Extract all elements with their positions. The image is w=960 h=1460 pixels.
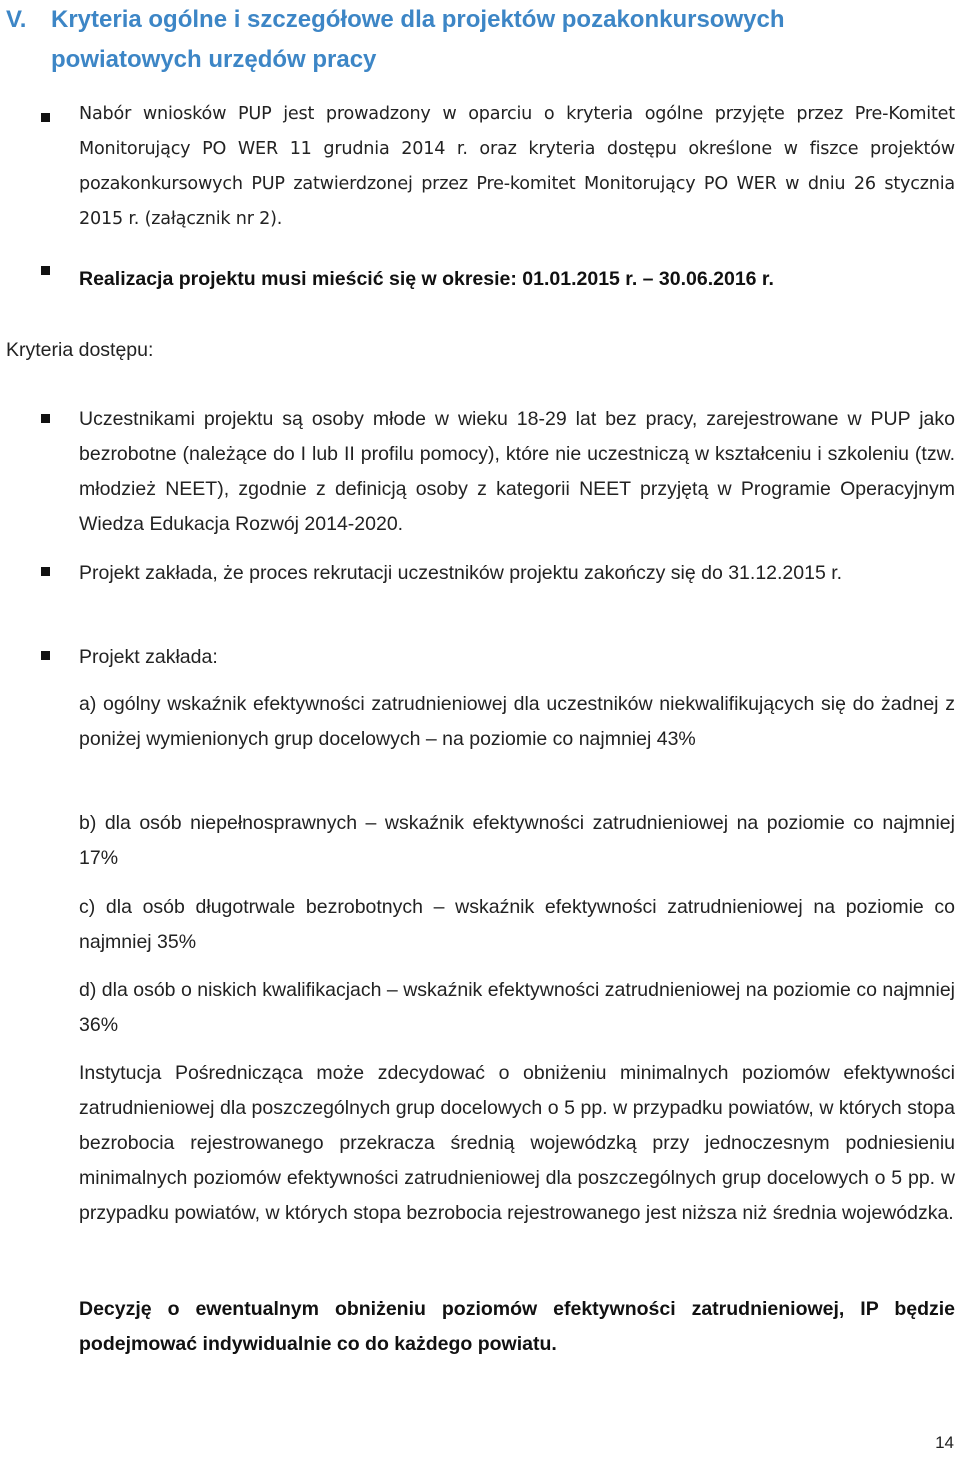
indicator-d: d) dla osób o niskich kwalifikacjach – wskaźnik efektywności zatrudnieniowej na poziomie co najmniej 36% [79, 979, 955, 1036]
section-heading [6, 0, 936, 80]
access-bullet-2: Projekt zakłada, że proces rekrutacji uczestników projektu zakończy się do 31.12.2015 r. [79, 562, 843, 584]
page-number: 14 [935, 1433, 954, 1452]
institution-paragraph: Instytucja Pośrednicząca może zdecydować o obniżeniu minimalnych poziomów efektywności zatrudnieniowej dla poszczególnych grup docelowych o 5 pp. w przypadku powiatów, w których stopa bezrobocia rejestrowanego przekracza średnią wojewódzką przy jednoczesnym podniesieniu minimalnych poziomów efektywności zatrudnieniowej dla poszczególnych grup docelowych o 5 pp. w przypadku powiatów, w których stopa bezrobocia rejestrowanego jest niższa niż średnia wojewódzka. [79, 1062, 955, 1224]
access-criteria-label: Kryteria dostępu: [6, 339, 154, 361]
indicator-a: a) ogólny wskaźnik efektywności zatrudnieniowej dla uczestników niekwalifikujących się do żadnej z poniżej wymienionych grup docelowych – na poziomie co najmniej 43% [79, 693, 955, 750]
indicator-b: b) dla osób niepełnosprawnych – wskaźnik efektywności zatrudnieniowej na poziomie co najmniej 17% [79, 812, 955, 869]
bullet-icon [41, 651, 50, 660]
decision-paragraph: Decyzję o ewentualnym obniżeniu poziomów efektywności zatrudnieniowej, IP będzie podejmować indywidualnie co do każdego powiatu. [79, 1298, 955, 1355]
section-number: V. [6, 6, 27, 33]
access-bullet-1: Uczestnikami projektu są osoby młode w wieku 18-29 lat bez pracy, zarejestrowane w PUP jako bezrobotne (należące do I lub II profilu pomocy), które nie uczestniczą w kształceniu i szkoleniu (tzw. młodzież NEET), zgodnie z definicją osoby z kategorii NEET przyjętą w Programie Operacyjnym Wiedza Edukacja Rozwój 2014-2020. [79, 408, 955, 535]
bullet-icon [41, 414, 50, 423]
bullet-icon [41, 266, 50, 275]
section-title: Kryteria ogólne i szczegółowe dla projektów pozakonkursowych powiatowych urzędów pracy [51, 6, 785, 73]
bullet-icon [41, 567, 50, 576]
indicator-c: c) dla osób długotrwale bezrobotnych – wskaźnik efektywności zatrudnieniowej na poziomie co najmniej 35% [79, 896, 955, 953]
intro-bullet-2: Realizacja projektu musi mieścić się w okresie: 01.01.2015 r. – 30.06.2016 r. [79, 268, 774, 290]
bullet-icon [41, 113, 50, 122]
access-bullet-3: Projekt zakłada: [79, 646, 218, 668]
intro-bullet-1: Nabór wniosków PUP jest prowadzony w oparciu o kryteria ogólne przyjęte przez Pre-Komitet Monitorujący PO WER 11 grudnia 2014 r. oraz kryteria dostępu określone w fiszce projektów pozakonkursowych PUP zatwierdzonej przez Pre-komitet Monitorujący PO WER w dniu 26 stycznia 2015 r. (załącznik nr 2). [79, 104, 955, 229]
